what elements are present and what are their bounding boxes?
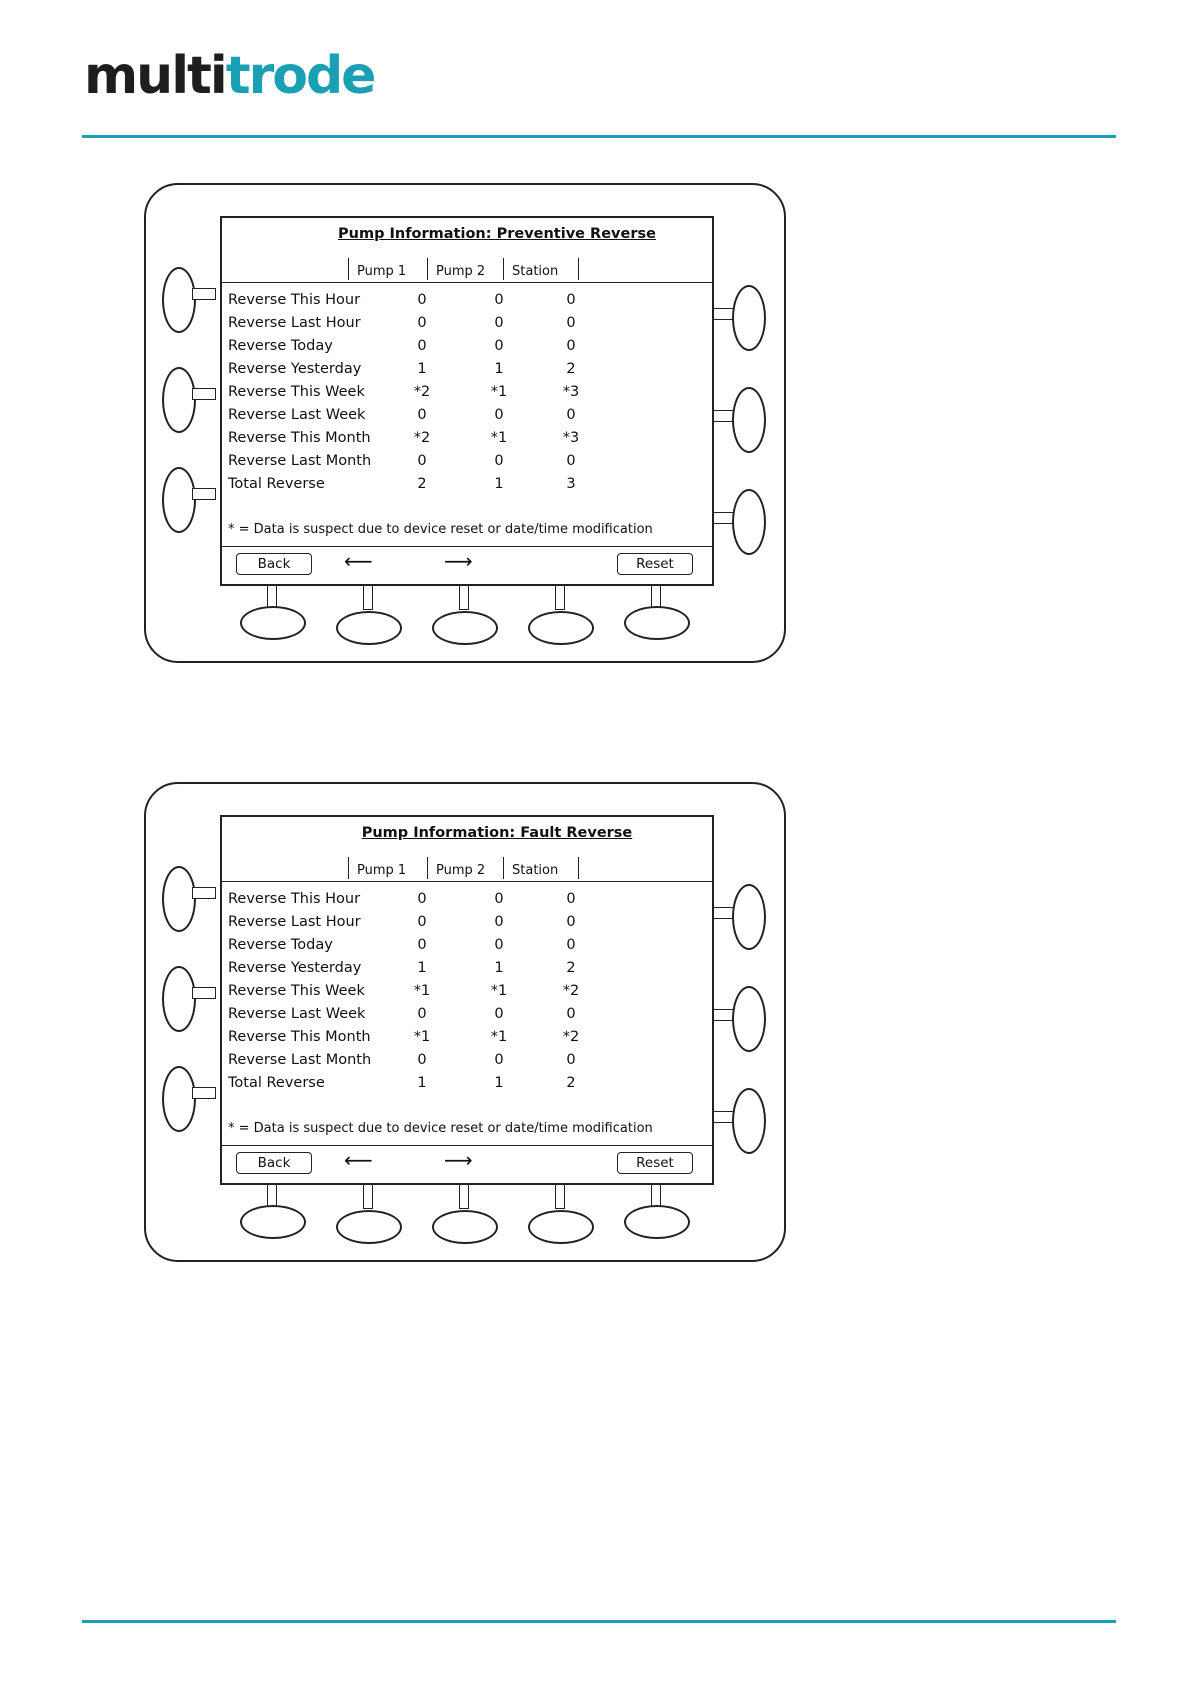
value-pump2: 1 <box>494 476 504 492</box>
right-soft-key-3[interactable] <box>732 489 766 555</box>
value-pump1: *1 <box>413 983 431 999</box>
header-divider <box>222 881 712 882</box>
left-soft-key-2[interactable] <box>162 966 196 1032</box>
bottom-soft-key-4[interactable] <box>528 1210 594 1244</box>
back-button[interactable]: Back <box>236 553 312 575</box>
value-station: 0 <box>566 937 576 953</box>
value-pump2: *1 <box>490 384 508 400</box>
value-pump1: *2 <box>413 430 431 446</box>
row-label: Reverse Last Hour <box>228 315 361 331</box>
footer-rule <box>82 1620 1116 1623</box>
row-label: Reverse This Hour <box>228 292 361 308</box>
left-soft-key-2[interactable] <box>162 367 196 433</box>
left-key-stem <box>192 488 216 500</box>
bottom-key-stem <box>555 1183 565 1209</box>
display-screen <box>220 815 714 1185</box>
value-pump2: 0 <box>494 1006 504 1022</box>
value-pump2: 1 <box>494 361 504 377</box>
value-pump1: 0 <box>417 407 427 423</box>
value-station: *3 <box>562 430 580 446</box>
suspect-data-note: * = Data is suspect due to device reset or date/time modification <box>228 522 653 537</box>
value-pump1: 1 <box>417 361 427 377</box>
value-pump2: 0 <box>494 1052 504 1068</box>
column-header-pump1: Pump 1 <box>348 857 406 879</box>
bottom-key-stem <box>459 1183 469 1209</box>
value-station: 0 <box>566 1052 576 1068</box>
row-label: Reverse Today <box>228 937 333 953</box>
arrow-right-icon[interactable]: ⟶ <box>444 549 473 573</box>
column-header-station: Station <box>503 258 579 280</box>
row-label: Reverse Last Week <box>228 407 366 423</box>
left-soft-key-1[interactable] <box>162 267 196 333</box>
left-soft-key-3[interactable] <box>162 467 196 533</box>
row-label: Reverse Yesterday <box>228 361 362 377</box>
left-key-stem <box>192 987 216 999</box>
bottom-soft-key-3[interactable] <box>432 1210 498 1244</box>
bottom-soft-key-5[interactable] <box>624 606 690 640</box>
value-pump1: 1 <box>417 960 427 976</box>
left-key-stem <box>192 388 216 400</box>
value-station: 3 <box>566 476 576 492</box>
column-header-pump2: Pump 2 <box>427 258 485 280</box>
row-label: Reverse Last Month <box>228 1052 372 1068</box>
right-soft-key-1[interactable] <box>732 285 766 351</box>
row-label: Reverse This Week <box>228 384 365 400</box>
row-label: Total Reverse <box>228 476 325 492</box>
value-station: 0 <box>566 407 576 423</box>
back-button[interactable]: Back <box>236 1152 312 1174</box>
right-soft-key-1[interactable] <box>732 884 766 950</box>
value-pump1: 0 <box>417 1052 427 1068</box>
right-soft-key-2[interactable] <box>732 986 766 1052</box>
value-pump1: 0 <box>417 453 427 469</box>
header-rule <box>82 135 1116 138</box>
logo-text-trode: trode <box>225 46 375 106</box>
value-pump1: 1 <box>417 1075 427 1091</box>
value-pump1: 0 <box>417 891 427 907</box>
column-header-pump1: Pump 1 <box>348 258 406 280</box>
display-screen <box>220 216 714 586</box>
bottom-soft-key-5[interactable] <box>624 1205 690 1239</box>
value-pump2: *1 <box>490 1029 508 1045</box>
value-pump2: 0 <box>494 914 504 930</box>
row-label: Reverse This Week <box>228 983 365 999</box>
value-pump2: 0 <box>494 315 504 331</box>
bottom-soft-key-1[interactable] <box>240 1205 306 1239</box>
value-station: 2 <box>566 1075 576 1091</box>
bottom-soft-key-4[interactable] <box>528 611 594 645</box>
bottom-soft-key-2[interactable] <box>336 611 402 645</box>
value-station: 0 <box>566 1006 576 1022</box>
screen-title: Pump Information: Fault Reverse <box>361 825 633 841</box>
row-label: Reverse Last Hour <box>228 914 361 930</box>
bottom-soft-key-2[interactable] <box>336 1210 402 1244</box>
bottom-key-stem <box>555 584 565 610</box>
row-label: Reverse This Hour <box>228 891 361 907</box>
row-label: Reverse Yesterday <box>228 960 362 976</box>
value-station: 0 <box>566 914 576 930</box>
value-station: *2 <box>562 983 580 999</box>
row-label: Reverse Last Month <box>228 453 372 469</box>
value-pump1: 0 <box>417 315 427 331</box>
row-label: Reverse Last Week <box>228 1006 366 1022</box>
value-pump1: 0 <box>417 338 427 354</box>
value-pump2: 0 <box>494 338 504 354</box>
arrow-right-icon[interactable]: ⟶ <box>444 1148 473 1172</box>
value-pump1: 0 <box>417 937 427 953</box>
bottom-key-stem <box>363 1183 373 1209</box>
value-pump1: 0 <box>417 1006 427 1022</box>
left-soft-key-1[interactable] <box>162 866 196 932</box>
column-header-pump2: Pump 2 <box>427 857 485 879</box>
bottom-key-stem <box>363 584 373 610</box>
header-divider <box>222 282 712 283</box>
value-station: 0 <box>566 891 576 907</box>
bottom-soft-key-1[interactable] <box>240 606 306 640</box>
value-pump2: 0 <box>494 453 504 469</box>
multitrode-logo <box>84 46 375 106</box>
value-pump1: 0 <box>417 292 427 308</box>
reset-button[interactable]: Reset <box>617 1152 693 1174</box>
left-soft-key-3[interactable] <box>162 1066 196 1132</box>
right-soft-key-3[interactable] <box>732 1088 766 1154</box>
bottom-soft-key-3[interactable] <box>432 611 498 645</box>
arrow-left-icon[interactable]: ⟵ <box>344 549 373 573</box>
row-label: Reverse Today <box>228 338 333 354</box>
value-pump2: 0 <box>494 891 504 907</box>
value-pump1: 2 <box>417 476 427 492</box>
value-station: 2 <box>566 960 576 976</box>
footer-divider <box>222 1145 712 1146</box>
reset-button[interactable]: Reset <box>617 553 693 575</box>
bottom-key-stem <box>459 584 469 610</box>
screen-title: Pump Information: Preventive Reverse <box>338 226 656 242</box>
device-figure-fault-reverse <box>144 782 786 1262</box>
column-header-station: Station <box>503 857 579 879</box>
value-pump1: 0 <box>417 914 427 930</box>
value-pump1: *2 <box>413 384 431 400</box>
value-station: *2 <box>562 1029 580 1045</box>
device-figure-preventive-reverse <box>144 183 786 663</box>
value-pump2: *1 <box>490 983 508 999</box>
row-label: Total Reverse <box>228 1075 325 1091</box>
logo-text-multi: multi <box>84 46 226 106</box>
value-station: 0 <box>566 292 576 308</box>
row-label: Reverse This Month <box>228 430 371 446</box>
value-pump2: 1 <box>494 1075 504 1091</box>
value-station: 2 <box>566 361 576 377</box>
value-station: 0 <box>566 315 576 331</box>
value-pump1: *1 <box>413 1029 431 1045</box>
arrow-left-icon[interactable]: ⟵ <box>344 1148 373 1172</box>
left-key-stem <box>192 288 216 300</box>
value-pump2: *1 <box>490 430 508 446</box>
suspect-data-note: * = Data is suspect due to device reset or date/time modification <box>228 1121 653 1136</box>
left-key-stem <box>192 1087 216 1099</box>
value-station: *3 <box>562 384 580 400</box>
value-station: 0 <box>566 338 576 354</box>
value-pump2: 0 <box>494 937 504 953</box>
value-station: 0 <box>566 453 576 469</box>
left-key-stem <box>192 887 216 899</box>
footer-divider <box>222 546 712 547</box>
right-soft-key-2[interactable] <box>732 387 766 453</box>
value-pump2: 0 <box>494 292 504 308</box>
value-pump2: 1 <box>494 960 504 976</box>
row-label: Reverse This Month <box>228 1029 371 1045</box>
value-pump2: 0 <box>494 407 504 423</box>
